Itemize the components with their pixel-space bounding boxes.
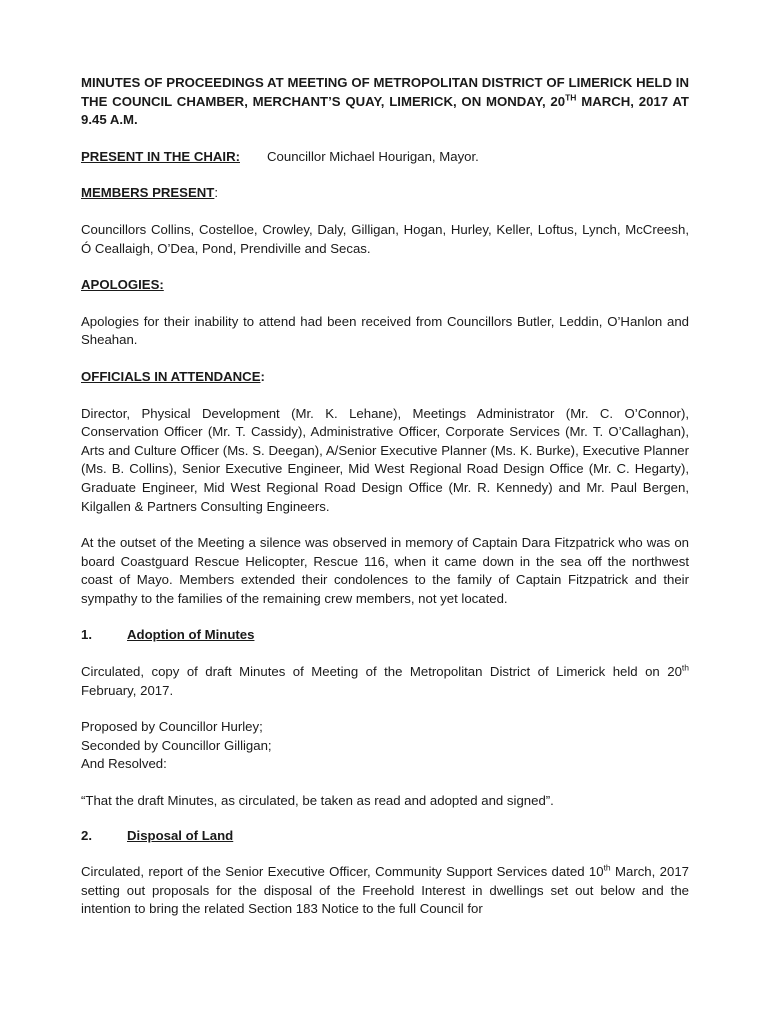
minutes-page [81, 70, 689, 919]
apologies-text: Apologies for their inability to attend had been received from Councillors Butler, Leddin, O’Hanlon and Sheahan. [81, 313, 689, 348]
members-text: Councillors Collins, Costelloe, Crowley, Daly, Gilligan, Hogan, Hurley, Keller, Loftus, Lynch, McCreesh, Ó Ceallaigh, O’Dea, Pond, Prendiville and Secas. [81, 221, 689, 256]
section-1-resolution: “That the draft Minutes, as circulated, be taken as read and adopted and signed”. [81, 793, 554, 809]
officials-text: Director, Physical Development (Mr. K. Lehane), Meetings Administrator (Mr. C. O’Connor), Conservation Officer (Mr. T. Cassidy), Administrative Officer, Corporate Services (Mr. T. O’Callaghan), Arts and Culture Officer (Ms. S. Deegan), A/Senior Executive Planner (Ms. K. Burke), Executive Planner (Ms. B. Collins), Senior Executive Engineer, Mid West Regional Road Design Office (Mr. C. Hegarty), Graduate Engineer, Mid West Regional Road Design Office (Mr. R. Kennedy) and Mr. Paul Bergen, Kilgallen & Partners Consulting Engineers. [81, 405, 689, 514]
section-1-title: Adoption of Minutes [127, 627, 255, 643]
silence-paragraph: At the outset of the Meeting a silence was observed in memory of Captain Dara Fitzpatrick who was on board Coastguard Rescue Helicopter, Rescue 116, when it came down in the sea off the northwest coast of Mayo. Members extended their condolences to the family of Captain Fitzpatrick and their sympathy to the families of the remaining crew members, not yet located. [81, 535, 689, 606]
members-heading: MEMBERS PRESENT: [81, 185, 219, 201]
section-1-heading [81, 626, 689, 645]
document-title: MINUTES OF PROCEEDINGS AT MEETING OF METROPOLITAN DISTRICT OF LIMERICK HELD IN THE COUNCIL CHAMBER, MERCHANT’S QUAY, LIMERICK, ON MONDAY, 20TH MARCH, 2017 AT 9.45 A.M. [81, 75, 689, 128]
apologies-heading: APOLOGIES: [81, 277, 164, 293]
section-1-number: 1. [81, 627, 92, 643]
officials-heading: OFFICIALS IN ATTENDANCE: [81, 368, 265, 384]
section-2-heading [81, 827, 689, 846]
section-2-number: 2. [81, 827, 92, 843]
chair-label: PRESENT IN THE CHAIR: [81, 148, 240, 164]
chair-value: Councillor Michael Hourigan, Mayor. [267, 148, 479, 164]
section-2-title: Disposal of Land [127, 827, 234, 843]
section-2-circulated: Circulated, report of the Senior Executive Officer, Community Support Services dated 10th March, 2017 setting out proposals for the disposal of the Freehold Interest in dwellings set out below and the intention to bring the related Section 183 Notice to the full Council for [81, 862, 689, 917]
section-1-circulated: Circulated, copy of draft Minutes of Meeting of the Metropolitan District of Limerick held on 20th February, 2017. [81, 662, 689, 698]
present-in-chair [81, 148, 689, 167]
seconded-line: Seconded by Councillor Gilligan; [81, 737, 272, 753]
proposed-line: Proposed by Councillor Hurley; [81, 719, 263, 735]
section-1-motion [81, 718, 689, 774]
resolved-line: And Resolved: [81, 756, 167, 772]
